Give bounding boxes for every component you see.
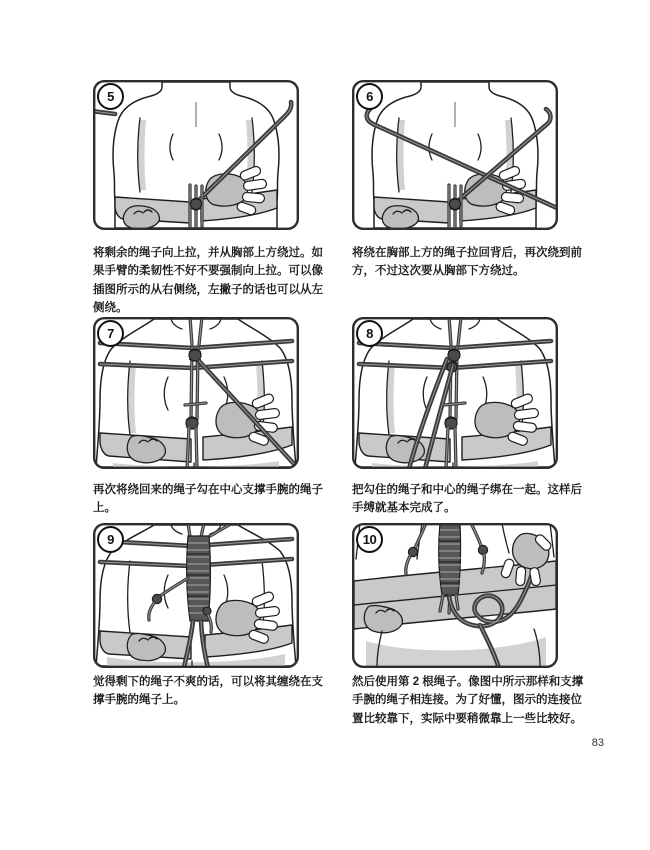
step-number-badge: 6: [356, 83, 383, 110]
step-number-badge: 9: [97, 526, 124, 553]
illustration-step-7: [93, 317, 299, 469]
step-number-badge: 5: [97, 83, 124, 110]
illustration-step-9: [93, 523, 299, 668]
step-caption-6: 将绕在胸部上方的绳子拉回背后，再次绕到前 方，不过这次要从胸部下方绕过。: [352, 247, 582, 278]
step-number-badge: 10: [356, 526, 383, 553]
step-panel-9: [93, 523, 299, 668]
illustration-step-5: [93, 80, 299, 230]
step-number-badge: 7: [97, 320, 124, 347]
page-number: 83: [591, 737, 604, 749]
step-caption-10: 然后使用第 2 根绳子。像图中所示那样和支撑 手腕的绳子相连接。为了好懂，图示的连接位 置比较靠下，实际中要稍微靠上一些比较好。: [352, 676, 584, 725]
illustration-step-10: [352, 523, 558, 668]
step-caption-8: 把勾住的绳子和中心的绳子绑在一起。这样后 手缚就基本完成了。: [352, 484, 582, 515]
step-panel-5: [93, 80, 299, 230]
step-panel-10: [352, 523, 558, 668]
step-caption-7: 再次将绕回来的绳子勾在中心支撑手腕的绳子 上。: [93, 484, 323, 515]
illustration-step-6: [352, 80, 558, 230]
illustration-step-8: [352, 317, 558, 469]
step-number-badge: 8: [356, 320, 383, 347]
step-panel-6: [352, 80, 558, 230]
step-panel-8: [352, 317, 558, 469]
step-caption-9: 觉得剩下的绳子不爽的话，可以将其缠绕在支 撑手腕的绳子上。: [93, 676, 323, 707]
step-panel-7: [93, 317, 299, 469]
step-caption-5: 将剩余的绳子向上拉，并从胸部上方绕过。如 果手臂的柔韧性不好不要强制向上拉。可以像 插图所示的从右侧绕，左撇子的话也可以从左 侧绕。: [93, 247, 323, 315]
